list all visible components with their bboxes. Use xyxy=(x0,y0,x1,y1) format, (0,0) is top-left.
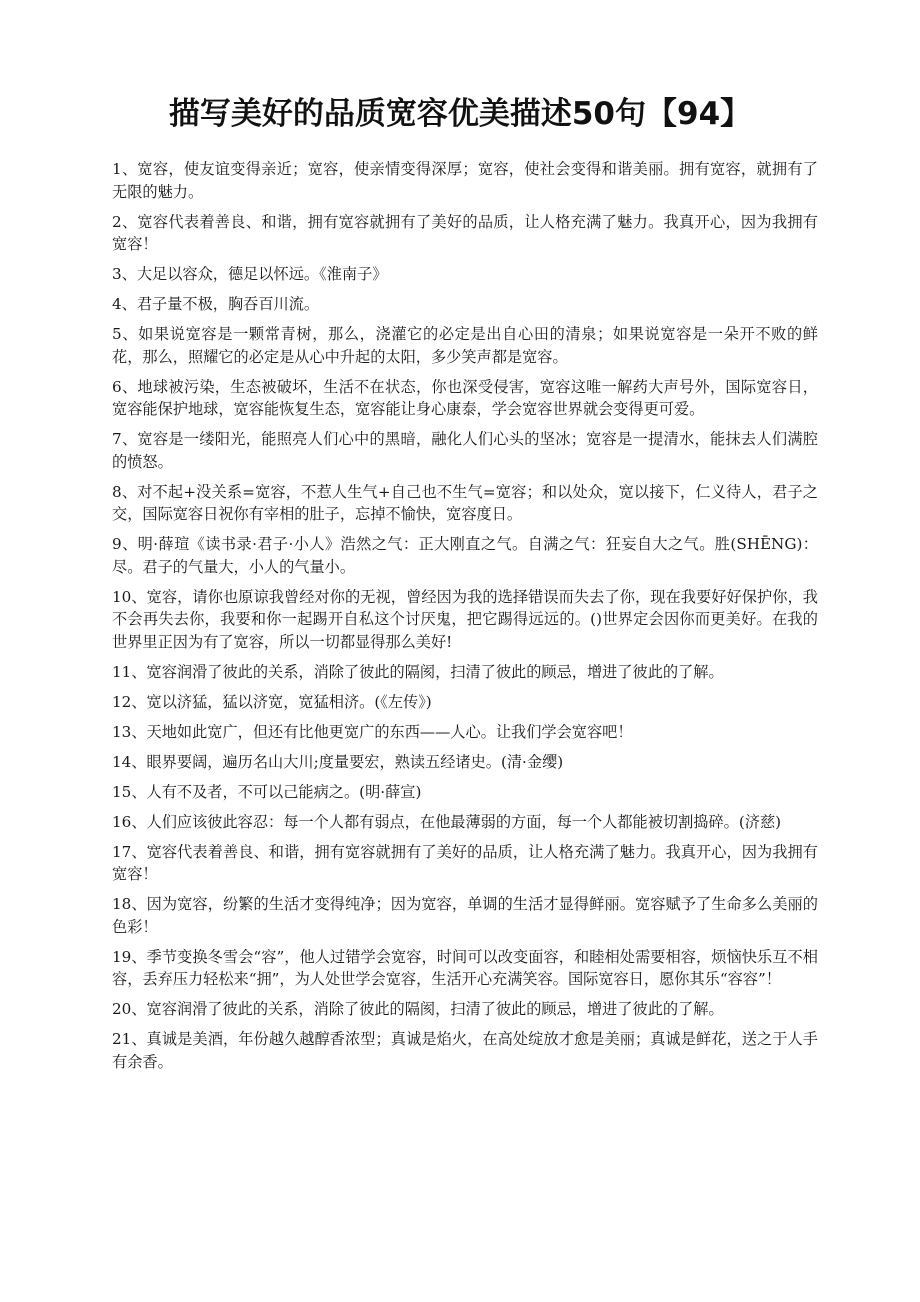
list-item: 15、人有不及者，不可以己能病之。(明·薛宣) xyxy=(112,782,422,801)
list-item: 11、宽容润滑了彼此的关系，消除了彼此的隔阂，扫清了彼此的顾忌，增进了彼此的了解。 xyxy=(112,662,724,681)
quote-list xyxy=(112,158,818,1081)
list-item: 17、宽容代表着善良、和谐，拥有宽容就拥有了美好的品质，让人格充满了魅力。我真开心，因为我拥有宽容！ xyxy=(112,842,818,883)
list-item: 13、天地如此宽广，但还有比他更宽广的东西——人心。让我们学会宽容吧！ xyxy=(112,722,633,741)
page-title: 描写美好的品质宽容优美描述50句【94】 xyxy=(168,96,752,132)
list-item: 21、真诚是美酒，年份越久越醇香浓型；真诚是焰火，在高处绽放才愈是美丽；真诚是鲜花，送之于人手有余香。 xyxy=(112,1030,818,1071)
list-item: 4、君子量不极，胸吞百川流。 xyxy=(112,295,320,313)
list-item: 20、宽容润滑了彼此的关系，消除了彼此的隔阂，扫清了彼此的顾忌，增进了彼此的了解。 xyxy=(112,1000,724,1018)
list-item: 5、如果说宽容是一颗常青树，那么，浇灌它的必定是出自心田的清泉；如果说宽容是一朵开不败的鲜花，那么，照耀它的必定是从心中升起的太阳，多少笑声都是宽容。 xyxy=(112,325,818,366)
list-item: 16、人们应该彼此容忍：每一个人都有弱点，在他最薄弱的方面，每一个人都能被切割捣碎。(济慈) xyxy=(112,812,782,831)
list-item: 1、宽容，使友谊变得亲近；宽容，使亲情变得深厚；宽容，使社会变得和谐美丽。拥有宽容，就拥有了无限的魅力。 xyxy=(112,160,818,201)
list-item: 19、季节变换冬雪会“容”，他人过错学会宽容，时间可以改变面容，和睦相处需要相容，烦恼快乐互不相容，丢弃压力轻松来“拥”，为人处世学会宽容，生活开心充满笑容。国际宽容日，愿你其乐“容容”！ xyxy=(112,947,818,988)
list-item: 18、因为宽容，纷繁的生活才变得纯净；因为宽容，单调的生活才显得鲜丽。宽容赋予了生命多么美丽的色彩！ xyxy=(112,895,818,936)
list-item: 3、大足以容众，德足以怀远。《淮南子》 xyxy=(112,265,388,283)
list-item: 9、明·薛瑄《读书录·君子·小人》浩然之气：正大刚直之气。自满之气：狂妄自大之气。胜(SHĒNG)：尽。君子的气量大，小人的气量小。 xyxy=(112,535,818,576)
list-item: 12、宽以济猛，猛以济宽，宽猛相济。(《左传》) xyxy=(112,692,432,711)
list-item: 6、地球被污染，生态被破坏，生活不在状态，你也深受侵害，宽容这唯一解药大声号外，国际宽容日，宽容能保护地球，宽容能恢复生态，宽容能让身心康泰，学会宽容世界就会变得更可爱。 xyxy=(112,377,818,418)
list-item: 10、宽容，请你也原谅我曾经对你的无视，曾经因为我的选择错误而失去了你，现在我要好好保护你，我不会再失去你，我要和你一起踢开自私这个讨厌鬼，把它踢得远远的。()世界定会因你而更美好。在我的世界里正因为有了宽容，所以一切都显得那么美好! xyxy=(112,587,818,651)
list-item: 7、宽容是一缕阳光，能照亮人们心中的黑暗，融化人们心头的坚冰；宽容是一提清水，能抹去人们满腔的愤怒。 xyxy=(112,430,818,471)
list-item: 14、眼界要阔，遍历名山大川;度量要宏，熟读五经诸史。(清·金缨) xyxy=(112,752,564,771)
list-item: 2、宽容代表着善良、和谐，拥有宽容就拥有了美好的品质，让人格充满了魅力。我真开心，因为我拥有宽容！ xyxy=(112,212,818,253)
list-item: 8、对不起+没关系=宽容，不惹人生气+自己也不生气=宽容；和以处众，宽以接下，仁义待人，君子之交，国际宽容日祝你有宰相的肚子，忘掉不愉快，宽容度日。 xyxy=(112,482,818,523)
